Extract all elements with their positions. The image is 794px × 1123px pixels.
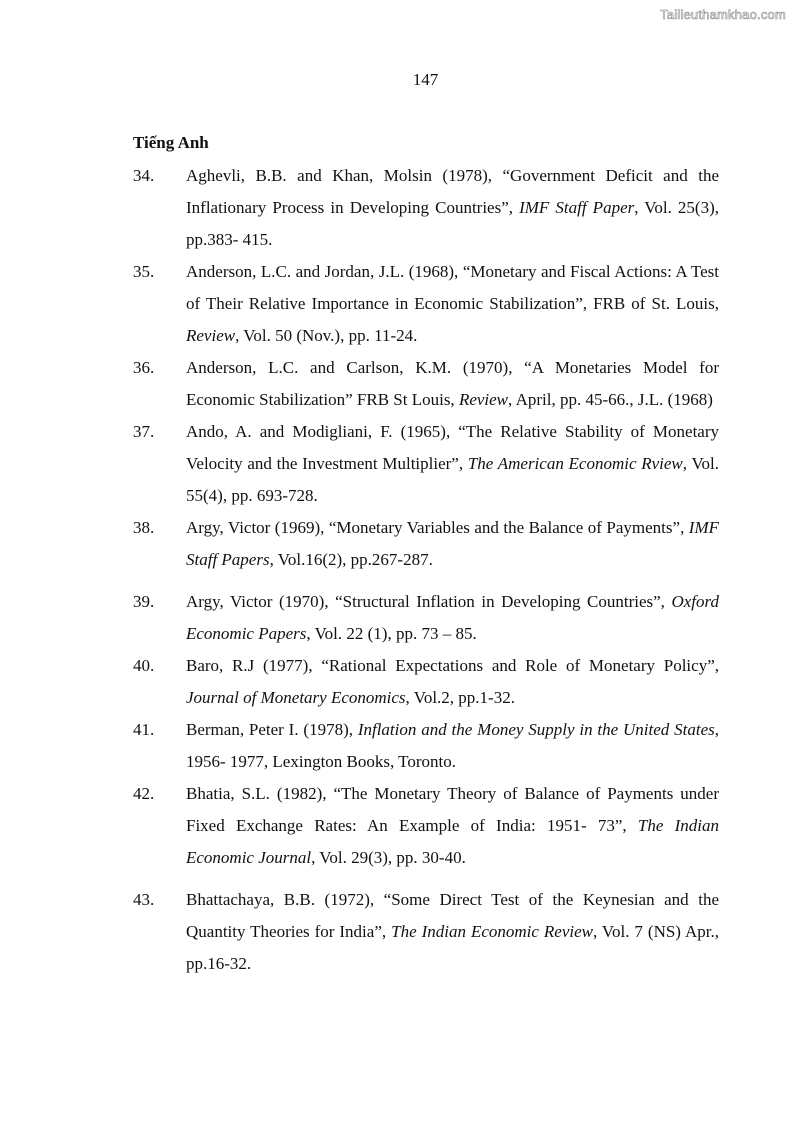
reference-text xyxy=(186,416,719,512)
reference-text-segment: , Vol. 25(3), pp.383- 415. xyxy=(186,198,720,249)
reference-source-title: IMF Staff Paper xyxy=(519,198,635,217)
reference-text-segment: Anderson, L.C. and Carlson, K.M. (1970), “A Monetaries Model for Economic Stabilization” FRB St Louis, xyxy=(186,358,719,409)
reference-text-segment: , April, pp. 45-66., J.L. (1968) xyxy=(508,390,713,409)
page-number: 147 xyxy=(412,70,439,89)
reference-number: 34. xyxy=(133,166,155,185)
reference-number: 40. xyxy=(133,656,155,675)
reference-number: 35. xyxy=(133,262,155,281)
reference-item xyxy=(133,416,719,512)
reference-number: 43. xyxy=(133,890,155,909)
reference-source-title: The American Economic Rview xyxy=(467,454,683,473)
reference-text-segment: , Vol. 22 (1), pp. 73 – 85. xyxy=(306,624,477,643)
reference-number: 41. xyxy=(133,720,155,739)
reference-number: 37. xyxy=(133,422,155,441)
reference-number: 39. xyxy=(133,592,155,611)
reference-text-segment: , Vol. 55(4), pp. 693-728. xyxy=(186,454,719,505)
reference-text-segment: Berman, Peter I. (1978), xyxy=(186,720,358,739)
reference-text-segment: Bhattachaya, B.B. (1972), “Some Direct Test of the Keynesian and the Quantity Theories for India”, xyxy=(186,890,719,941)
reference-source-title: The Indian Economic Journal xyxy=(186,816,719,867)
reference-text-segment: , Vol.16(2), pp.267-287. xyxy=(269,550,433,569)
reference-item xyxy=(133,256,719,352)
reference-text xyxy=(186,256,719,352)
reference-list xyxy=(133,160,719,980)
reference-number: 36. xyxy=(133,358,155,377)
reference-text xyxy=(186,586,719,650)
reference-text xyxy=(186,714,719,778)
reference-source-title: Review xyxy=(186,326,236,345)
reference-text-segment: , Vol. 50 (Nov.), pp. 11-24. xyxy=(235,326,418,345)
reference-text-segment: Anderson, L.C. and Jordan, J.L. (1968), “Monetary and Fiscal Actions: A Test of Their Relative Importance in Economic Stabilization”, FRB of St. Louis, xyxy=(186,262,719,313)
reference-item xyxy=(133,352,719,416)
reference-text-segment: , 1956- 1977, Lexington Books, Toronto. xyxy=(186,720,719,771)
section-heading: Tiếng Anh xyxy=(133,133,209,152)
reference-text-segment: Baro, R.J (1977), “Rational Expectations and Role of Monetary Policy”, xyxy=(186,656,719,675)
reference-item xyxy=(133,160,719,256)
reference-item xyxy=(133,586,719,650)
reference-text-segment: Argy, Victor (1969), “Monetary Variables and the Balance of Payments”, xyxy=(186,518,689,537)
reference-source-title: Oxford Economic Papers xyxy=(186,592,719,643)
reference-text-segment: Ando, A. and Modigliani, F. (1965), “The Relative Stability of Monetary Velocity and the Investment Multiplier”, xyxy=(186,422,719,473)
reference-number: 42. xyxy=(133,784,155,803)
reference-source-title: IMF Staff Papers xyxy=(186,518,719,569)
reference-source-title: The Indian Economic Review xyxy=(391,922,593,941)
reference-text xyxy=(186,884,719,980)
reference-text xyxy=(186,778,719,874)
reference-text-segment: Argy, Victor (1970), “Structural Inflation in Developing Countries”, xyxy=(186,592,672,611)
reference-text xyxy=(186,512,719,576)
reference-source-title: Inflation and the Money Supply in the United States xyxy=(357,720,715,739)
reference-text xyxy=(186,160,719,256)
reference-text xyxy=(186,352,719,416)
reference-text-segment: Bhatia, S.L. (1982), “The Monetary Theory of Balance of Payments under Fixed Exchange Rates: An Example of India: 1951- 73”, xyxy=(186,784,719,835)
reference-text xyxy=(186,650,719,714)
reference-source-title: Journal of Monetary Economics xyxy=(186,688,406,707)
reference-text-segment: , Vol. 29(3), pp. 30-40. xyxy=(311,848,466,867)
reference-item xyxy=(133,714,719,778)
reference-item xyxy=(133,650,719,714)
reference-item xyxy=(133,778,719,874)
reference-item xyxy=(133,884,719,980)
reference-source-title: Review xyxy=(458,390,509,409)
reference-item xyxy=(133,512,719,576)
reference-text-segment: , Vol.2, pp.1-32. xyxy=(405,688,515,707)
reference-text-segment: Aghevli, B.B. and Khan, Molsin (1978), “Government Deficit and the Inflationary Process in Developing Countries”, xyxy=(186,166,719,217)
watermark-text: Tailieuthamkhao.com xyxy=(660,7,786,22)
reference-number: 38. xyxy=(133,518,155,537)
reference-text-segment: , Vol. 7 (NS) Apr., pp.16-32. xyxy=(186,922,719,973)
